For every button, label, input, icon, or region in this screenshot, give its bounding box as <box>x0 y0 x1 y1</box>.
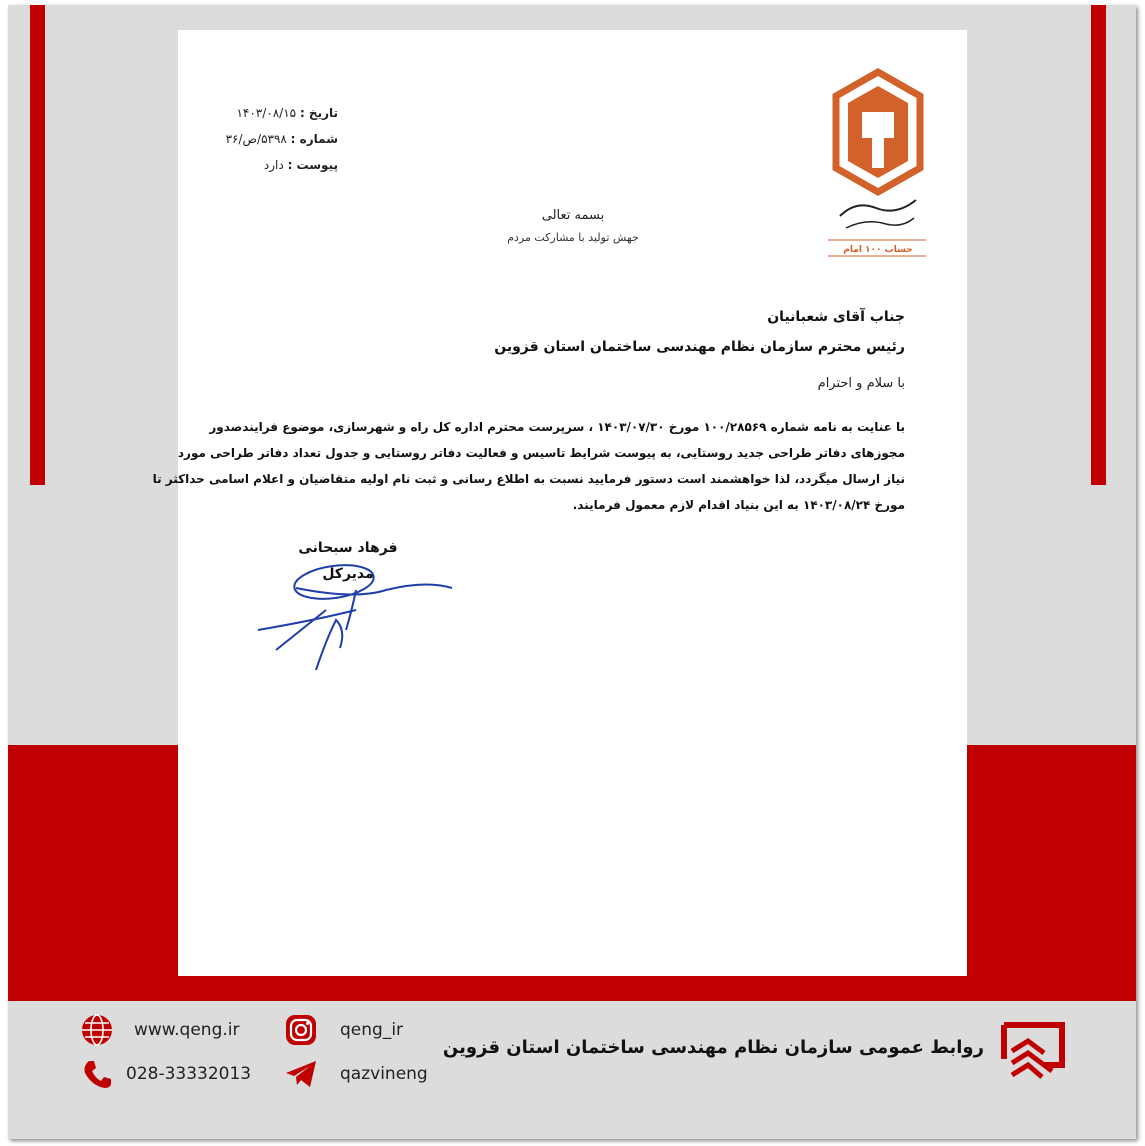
red-accent-right <box>1091 5 1106 485</box>
footer-bar <box>8 1001 1136 1139</box>
letter-meta <box>225 100 338 178</box>
handwritten-signature <box>256 560 456 670</box>
letter-paper <box>152 30 967 976</box>
phone-contact[interactable] <box>80 1057 251 1091</box>
instagram-contact[interactable] <box>284 1013 403 1047</box>
addressee <box>494 302 905 362</box>
number-value: ۵۳۹۸/ص/۳۶ <box>225 132 287 146</box>
body-line: مجوزهای دفاتر طراحی جدید روستایی، به پیوست شرایط تاسیس و فعالیت دفاتر روستایی و جدول تعداد دفاتر طراحی مورد <box>177 446 905 460</box>
page-frame <box>8 5 1136 1139</box>
telegram-icon <box>284 1057 318 1091</box>
website-text[interactable]: www.qeng.ir <box>134 1020 240 1040</box>
number-label: شماره : <box>290 132 338 146</box>
signer-name: فرهاد سبحانی <box>298 540 398 556</box>
telegram-contact[interactable] <box>284 1057 428 1091</box>
body-line: نیاز ارسال میگردد، لذا خواهشمند است دستور فرمایید نسبت به اطلاع رسانی و ثبت نام اولیه متقاضیان و اعلام اسامی حداکثر تا <box>152 472 905 486</box>
attachment-label: پیوست : <box>287 158 338 172</box>
header-title: بسمه تعالی <box>541 208 605 223</box>
body-line: مورخ ۱۴۰۳/۰۸/۲۴ به این بنیاد اقدام لازم معمول فرمایند. <box>572 498 905 512</box>
logo-subcaption: حساب ۱۰۰ امام <box>843 245 913 255</box>
instagram-icon <box>284 1013 318 1047</box>
website-contact[interactable] <box>80 1013 240 1047</box>
signer-title: مدیرکل <box>322 566 374 582</box>
phone-icon <box>80 1057 114 1091</box>
body-line: با عنایت به نامه شماره ۱۰۰/۲۸۵۶۹ مورخ ۱۴۰۳/۰۷/۳۰ ، سرپرست محترم اداره کل راه و شهرسازی، موضوع فرایندصدور <box>209 420 905 434</box>
globe-icon <box>80 1013 114 1047</box>
addressee-name: جناب آقای شعبانیان <box>767 309 905 325</box>
instagram-text[interactable]: qeng_ir <box>340 1020 404 1040</box>
org-name: روابط عمومی سازمان نظام مهندسی ساختمان استان قزوین <box>442 1037 984 1058</box>
bonyad-maskan-logo <box>826 68 930 258</box>
greeting: با سلام و احترام <box>817 376 905 391</box>
attachment-value: دارد <box>263 158 284 172</box>
telegram-text[interactable]: qazvineng <box>340 1064 428 1084</box>
date-label: تاریخ : <box>299 106 338 120</box>
phone-text[interactable]: 028-33332013 <box>126 1064 252 1084</box>
letter-header <box>498 205 648 249</box>
letter-body <box>152 414 905 518</box>
org-logo-icon <box>998 1019 1068 1083</box>
addressee-title: رئیس محترم سازمان نظام مهندسی ساختمان استان قزوین <box>494 339 905 355</box>
header-slogan: جهش تولید با مشارکت مردم <box>507 231 639 244</box>
date-value: ۱۴۰۳/۰۸/۱۵ <box>236 106 297 120</box>
red-accent-left <box>30 5 45 485</box>
